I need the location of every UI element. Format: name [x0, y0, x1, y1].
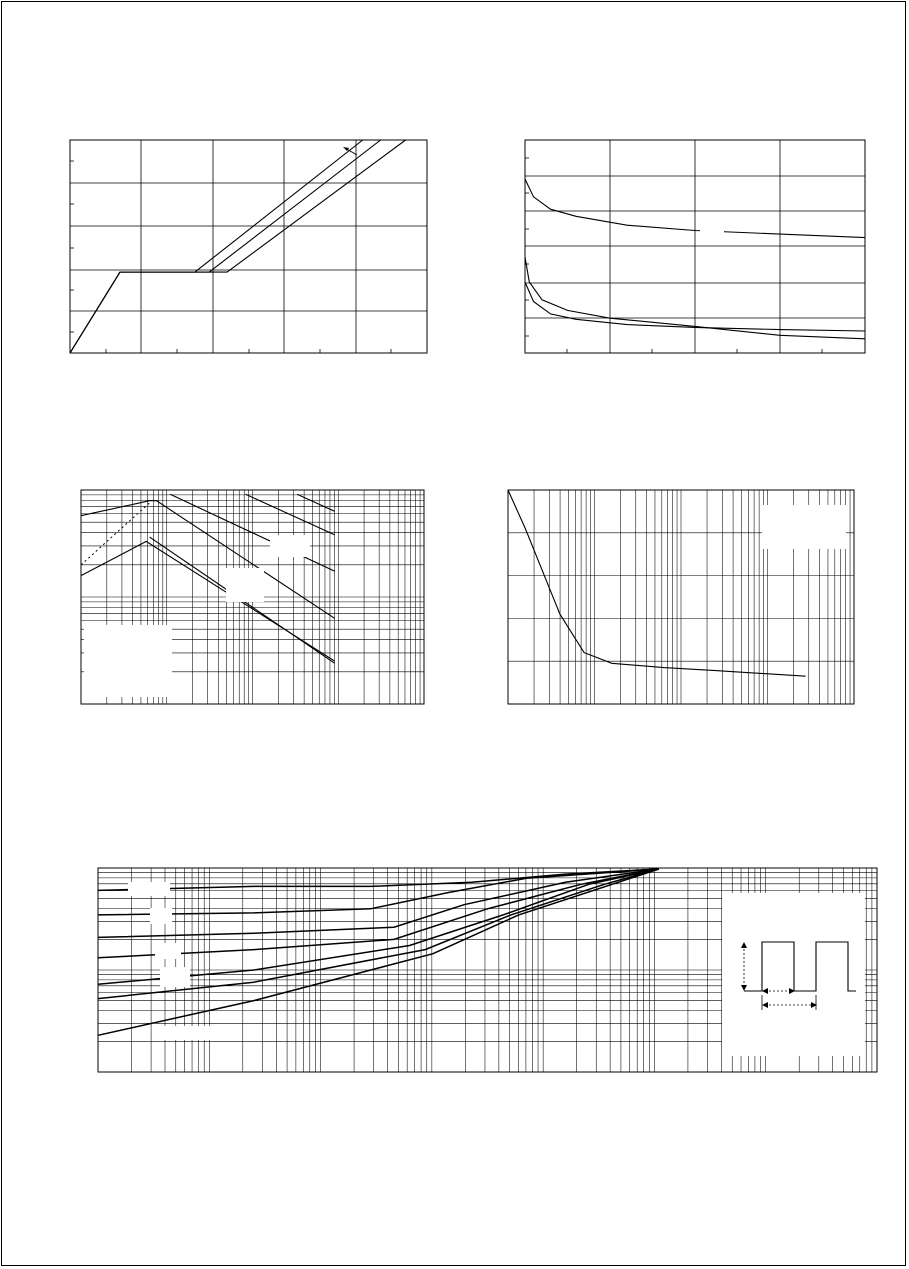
chart2-label-gap — [700, 228, 724, 236]
chart5-label-mask-3 — [155, 943, 181, 959]
chart2-minor-ticks — [525, 158, 822, 353]
chart3-label-box-2 — [226, 568, 264, 602]
chart5-series-D2 — [98, 869, 659, 915]
chart3-series-limit-3 — [297, 494, 335, 511]
chart1-minor-ticks — [70, 161, 391, 353]
chart3 — [81, 490, 424, 704]
chart3-label-box-1 — [270, 535, 310, 557]
chart3-dashed-limit — [81, 503, 150, 565]
chart2-grid — [525, 140, 865, 353]
chart5-label-mask-2 — [150, 908, 172, 924]
chart1-series-curve-a — [70, 140, 363, 353]
chart1-series-curve-c — [70, 140, 406, 353]
chart5-series-D3 — [98, 869, 659, 937]
chart5-label-mask-5 — [155, 1026, 237, 1040]
chart4 — [508, 490, 854, 704]
duty-cycle-inset — [722, 893, 865, 1056]
chart5-label-mask-1 — [128, 882, 170, 896]
chart5 — [98, 868, 877, 1072]
chart3-legend-box — [84, 625, 172, 697]
chart1-grid — [70, 140, 427, 353]
chart4-series-decay — [508, 490, 806, 676]
chart5-label-mask-4 — [160, 967, 190, 987]
chart1-plot-area — [70, 140, 427, 353]
chart5-series-D1 — [98, 869, 659, 890]
chart1-series-curve-b — [70, 140, 381, 353]
chart2-label-gap-2 — [620, 326, 650, 333]
chart1 — [70, 140, 427, 353]
chart1-arrow-head — [343, 147, 349, 151]
chart2 — [525, 140, 865, 353]
chart4-legend-box — [762, 505, 846, 549]
